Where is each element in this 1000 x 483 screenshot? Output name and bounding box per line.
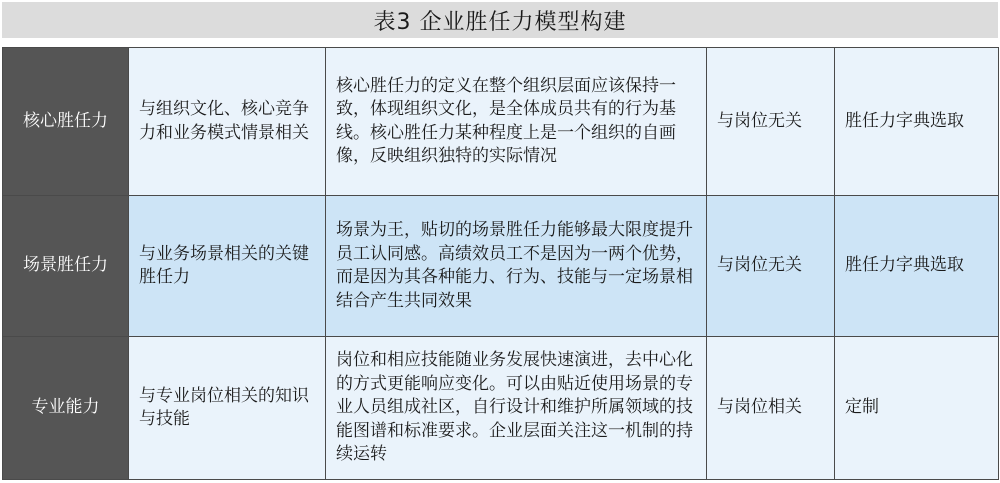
relation-cell: 与岗位相关 bbox=[707, 337, 835, 480]
relation-cell: 与岗位无关 bbox=[707, 196, 835, 337]
method-cell: 胜任力字典选取 bbox=[835, 196, 999, 337]
description-cell: 岗位和相应技能随业务发展快速演进，去中心化的方式更能响应变化。可以由贴近使用场景的专业人员组成社区，自行设计和维护所属领域的技能图谱和标准要求。企业层面关注这一机制的持续运转 bbox=[326, 337, 707, 480]
competency-model-table bbox=[2, 47, 999, 480]
scope-cell: 与专业岗位相关的知识与技能 bbox=[129, 337, 326, 480]
scope-cell: 与业务场景相关的关键胜任力 bbox=[129, 196, 326, 337]
table-row bbox=[3, 337, 999, 480]
row-header-cell: 核心胜任力 bbox=[3, 48, 129, 196]
method-cell: 定制 bbox=[835, 337, 999, 480]
row-header-cell: 场景胜任力 bbox=[3, 196, 129, 337]
method-cell: 胜任力字典选取 bbox=[835, 48, 999, 196]
row-header-cell: 专业能力 bbox=[3, 337, 129, 480]
scope-cell: 与组织文化、核心竞争力和业务模式情景相关 bbox=[129, 48, 326, 196]
table-row bbox=[3, 48, 999, 196]
description-cell: 核心胜任力的定义在整个组织层面应该保持一致，体现组织文化，是全体成员共有的行为基线。核心胜任力某种程度上是一个组织的自画像，反映组织独特的实际情况 bbox=[326, 48, 707, 196]
table-title: 表3 企业胜任力模型构建 bbox=[2, 2, 998, 38]
table-row bbox=[3, 196, 999, 337]
relation-cell: 与岗位无关 bbox=[707, 48, 835, 196]
description-cell: 场景为王，贴切的场景胜任力能够最大限度提升员工认同感。高绩效员工不是因为一两个优势，而是因为其各种能力、行为、技能与一定场景相结合产生共同效果 bbox=[326, 196, 707, 337]
